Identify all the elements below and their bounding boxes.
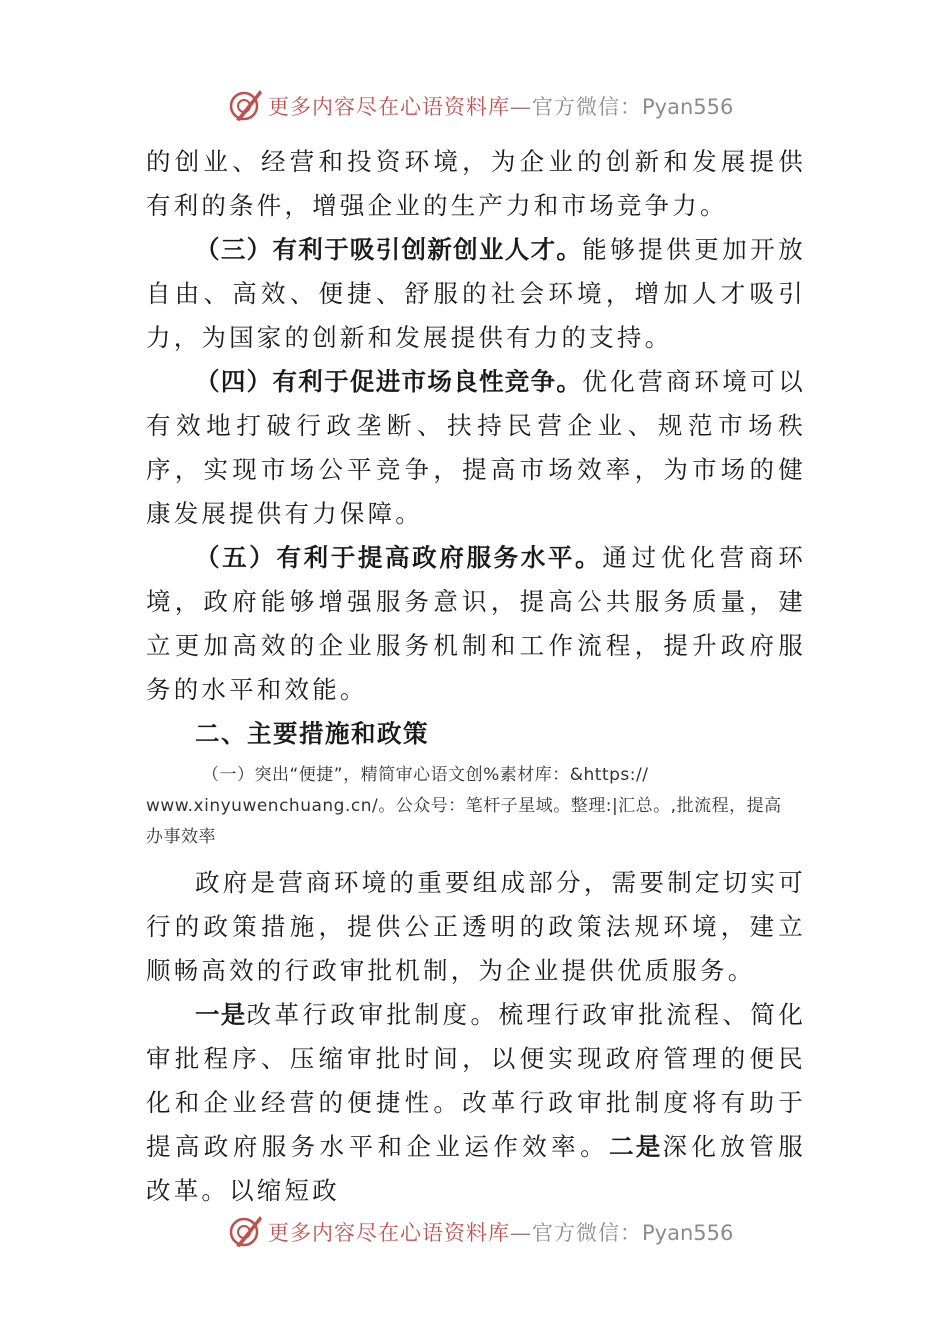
paragraph-continuation: 的创业、经营和投资环境，为企业的创新和发展提供有利的条件，增强企业的生产力和市场竞争力。 — [146, 147, 806, 220]
paragraph-government-service-heading: （五）有利于提高政府服务水平。 — [195, 543, 603, 572]
banner-wechat-id: Pyan556 — [642, 95, 734, 119]
footer-watermark-banner — [0, 1208, 950, 1254]
banner-wechat-id: Pyan556 — [642, 1221, 734, 1245]
paragraph-talent-text: 能够提供更加开放自由、高效、便捷、舒服的社会环境，增加人才吸引力，为国家的创新和发展提供有力的支持。 — [146, 235, 806, 352]
banner-label: 官方微信： — [532, 95, 642, 119]
header-watermark-banner — [0, 82, 950, 128]
document-body — [146, 140, 806, 1213]
paragraph-competition — [146, 360, 806, 536]
paragraph-talent — [146, 228, 806, 360]
paragraph-reform — [146, 993, 806, 1213]
paragraph-government-service-text: 通过优化营商环境，政府能够增强服务意识，提高公共服务质量，建立更加高效的企业服务机制和工作流程，提升政府服务的水平和效能。 — [146, 543, 807, 704]
paragraph-competition-text: 优化营商环境可以有效地打破行政垄断、扶持民营企业、规范市场秩序，实现市场公平竞争，提高市场效率，为市场的健康发展提供有力保障。 — [146, 367, 806, 528]
paragraph-reform-bold-first: 一是 — [195, 1000, 247, 1029]
subsection-note-line3: 办事效率 — [146, 827, 216, 847]
banner-separator: — — [510, 1221, 532, 1245]
subsection-note-line1: （一）突出“便捷”，精简审心语文创%素材库：&https:// — [202, 765, 649, 785]
paragraph-reform-text-b: 深化放管服改革。以缩短政 — [146, 1132, 807, 1205]
paragraph-reform-text-a: 改革行政审批制度。梳理行政审批流程、简化审批程序、压缩审批时间，以便实现政府管理的便民化和企业经营的便捷性。改革行政审批制度将有助于提高政府服务水平和企业运作效率。 — [146, 1000, 807, 1161]
paragraph-government-role: 政府是营商环境的重要组成部分，需要制定切实可行的政策措施，提供公正透明的政策法规环境，建立顺畅高效的行政审批机制，为企业提供优质服务。 — [146, 868, 806, 985]
banner-label: 官方微信： — [532, 1221, 642, 1245]
paragraph-reform-bold-second: 二是 — [609, 1132, 663, 1161]
subsection-note-line2: www.xinyuwenchuang.cn/。公众号：笔杆子星域。整理:|汇总。,批流程，提高 — [146, 796, 782, 816]
header-watermark-text — [268, 91, 733, 121]
footer-watermark-text — [268, 1217, 733, 1247]
quill-seal-logo-icon — [226, 84, 266, 124]
paragraph-competition-heading: （四）有利于促进市场良性竞争。 — [195, 367, 583, 396]
subsection-note — [146, 760, 806, 853]
paragraph-government-service — [146, 536, 806, 712]
paragraph-talent-heading: （三）有利于吸引创新创业人才。 — [195, 235, 583, 264]
banner-main-text: 更多内容尽在心语资料库 — [268, 1221, 510, 1245]
banner-separator: — — [510, 95, 532, 119]
banner-main-text: 更多内容尽在心语资料库 — [268, 95, 510, 119]
quill-seal-logo-icon — [226, 1210, 266, 1250]
section-heading: 二、主要措施和政策 — [195, 719, 429, 748]
